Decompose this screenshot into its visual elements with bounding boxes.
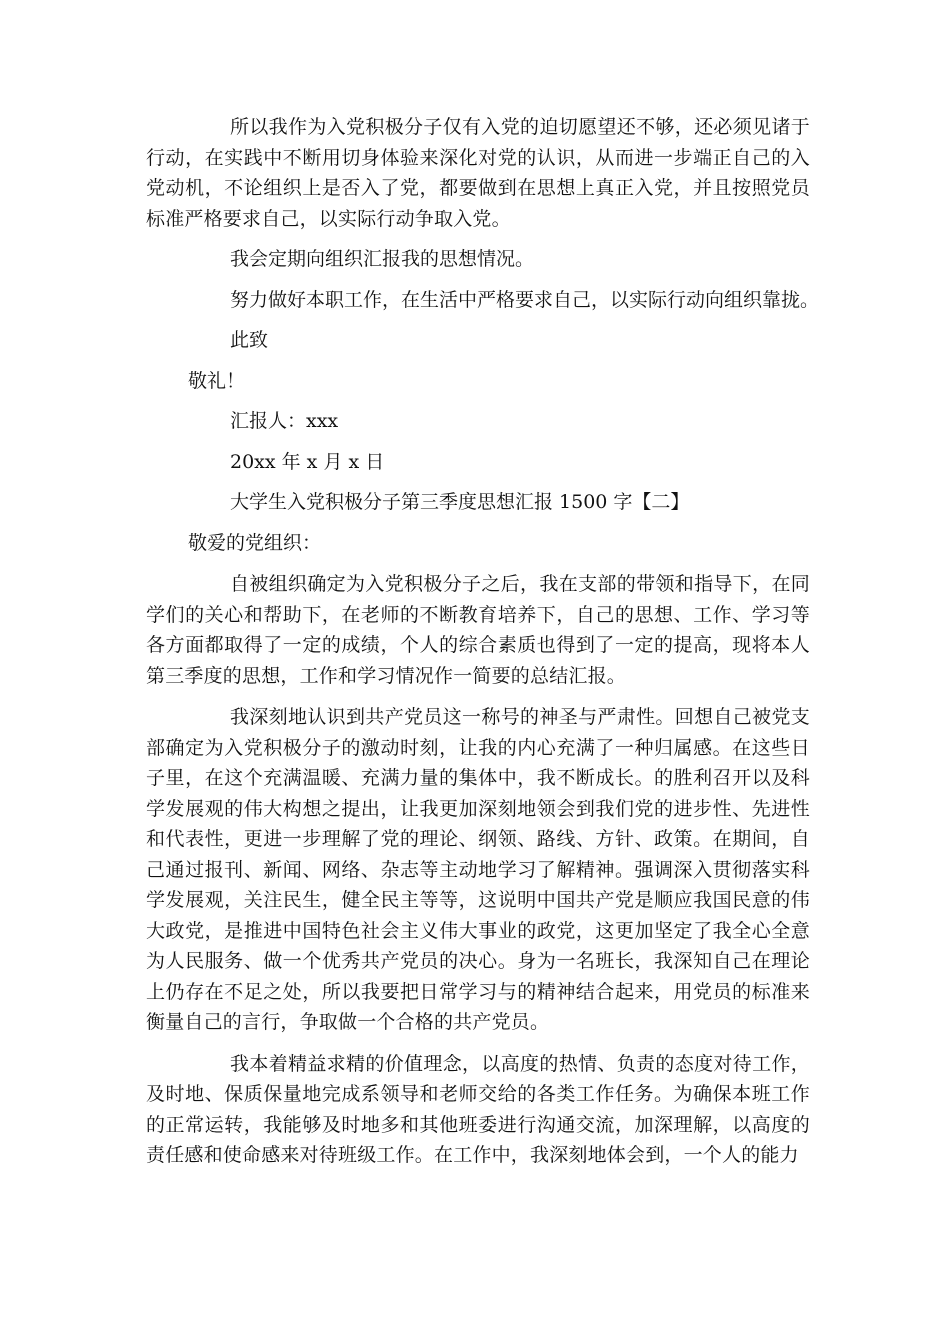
section-title: 大学生入党积极分子第三季度思想汇报 1500 字【二】 bbox=[230, 491, 690, 513]
report-date: 20xx 年 x 月 x 日 bbox=[230, 450, 385, 473]
closing-text: 此致 bbox=[230, 329, 269, 351]
spacer bbox=[146, 356, 810, 366]
paragraph-action: 所以我作为入党积极分子仅有入党的迫切愿望还不够，还必须见诸于行动，在实践中不断用切身体验来深化对党的认识，从而进一步端正自己的入党动机，不论组织上是否入了党，都要做到在思想上真正入党，并且按照党员标准严格要求自己，以实际行动争取入党。 bbox=[146, 116, 810, 230]
salute-text: 敬礼！ bbox=[188, 369, 246, 392]
spacer bbox=[146, 437, 810, 447]
paragraph-work-attitude: 我本着精益求精的价值理念，以高度的热情、负责的态度对待工作，及时地、保质保量地完成系领导和老师交给的各类工作任务。为确保本班工作的正常运转，我能够及时地多和其他班委进行沟通交流，加深理解，以高度的责任感和使命感来对待班级工作。在工作中，我深刻地体会到，一个人的能力 bbox=[146, 1052, 810, 1166]
spacer bbox=[146, 1038, 810, 1049]
spacer bbox=[146, 691, 810, 702]
reporter-signature: 汇报人：xxx bbox=[230, 410, 339, 432]
spacer bbox=[146, 518, 810, 528]
greeting-text: 敬爱的党组织： bbox=[188, 531, 322, 554]
spacer bbox=[146, 275, 810, 285]
spacer bbox=[146, 558, 810, 569]
paragraph-report-regularly: 我会定期向组织汇报我的思想情况。 bbox=[230, 248, 535, 270]
paragraph-intro: 自被组织确定为入党积极分子之后，我在支部的带领和指导下，在同学们的关心和帮助下，在老师的不断教育培养下，自己的思想、工作、学习等各方面都取得了一定的成绩，个人的综合素质也得到了一定的提高，现将本人第三季度的思想，工作和学习情况作一简要的总结汇报。 bbox=[146, 573, 810, 687]
paragraph-understanding: 我深刻地认识到共产党员这一称号的神圣与严肃性。回想自己被党支部确定为入党积极分子的激动时刻，让我的内心充满了一种归属感。在这些日子里，在这个充满温暖、充满力量的集体中，我不断成长。的胜利召开以及科学发展观的伟大构想之提出，让我更加深刻地领会到我们党的进步性、先进性和代表性，更进一步理解了党的理论、纲领、路线、方针、政策。在期间，自己通过报刊、新闻、网络、杂志等主动地学习了解精神。强调深入贯彻落实科学发展观，关注民生，健全民主等等，这说明中国共产党是顺应我国民意的伟大政党，是推进中国特色社会主义伟大事业的政党，这更加坚定了我全心全意为人民服务、做一个优秀共产党员的决心。身为一名班长，我深知自己在理论上仍存在不足之处，所以我要把日常学习与的精神结合起来，用党员的标准来衡量自己的言行，争取做一个合格的共产党员。 bbox=[146, 706, 810, 1033]
paragraph-work-hard: 努力做好本职工作，在生活中严格要求自己，以实际行动向组织靠拢。 bbox=[230, 288, 820, 311]
spacer bbox=[146, 234, 810, 244]
spacer bbox=[146, 315, 810, 325]
spacer bbox=[146, 396, 810, 406]
spacer bbox=[146, 477, 810, 487]
